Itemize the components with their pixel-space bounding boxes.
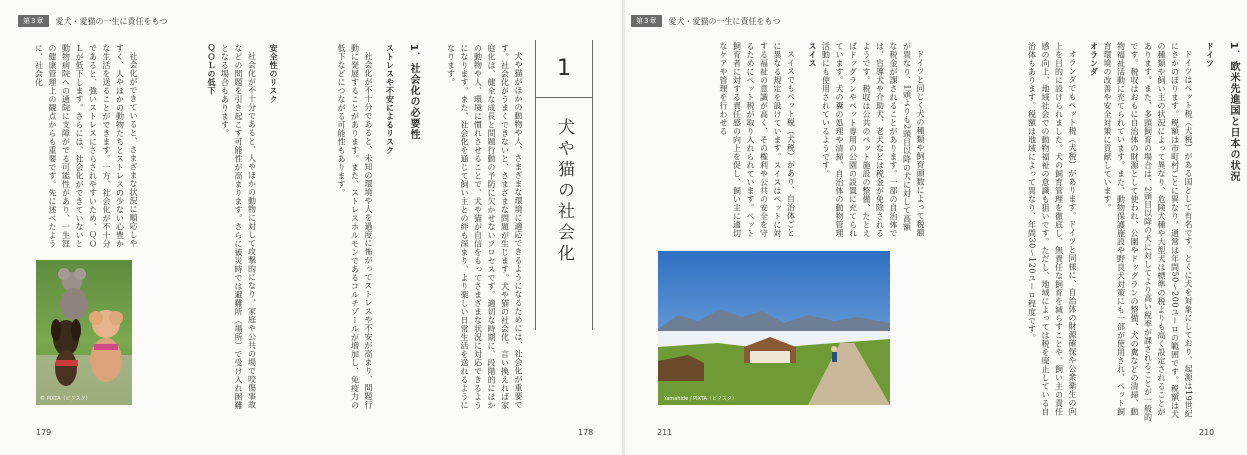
page-210-text — [955, 42, 1240, 422]
swiss-heading: スイス — [808, 42, 817, 68]
header-title: 愛犬・愛猫の一生に責任をもつ — [668, 16, 781, 26]
running-header — [18, 14, 167, 28]
page-number-right: 210 — [1199, 428, 1215, 437]
qol-paragraph: 社会化ができていると、さまざまな状況に順応しやすく、人やほかの動物たちとストレスの少ない心豊かな生活を送ることができます。一方、社会化が不十分であると、強いストレスにさらされやすいため、ＱＯＬが低下します。さらには、社会化ができていないと動物病院への通院に支障がでる可能性があり、一生涯の健康管理上の観点からも重要です。先に述べたように、社会化 — [34, 44, 138, 248]
safety-heading: 安全性のリスク — [269, 44, 278, 104]
page-number-right: 178 — [578, 428, 594, 437]
section-block-1 — [338, 44, 420, 414]
page-211-text — [655, 42, 927, 240]
page-number-left: 211 — [657, 428, 673, 437]
page-179-text-lower — [30, 44, 140, 249]
section-heading: 1．欧米先進国と日本の状況 — [1228, 42, 1239, 182]
header-title: 愛犬・愛猫の一生に責任をもつ — [55, 16, 168, 26]
qol-heading: ＱＯＬの低下 — [207, 44, 216, 95]
chapter-number: 1 — [536, 40, 592, 98]
right-spread — [625, 0, 1247, 455]
chapter-title: 犬や猫の社会化 — [554, 118, 574, 265]
dogs-photo — [36, 260, 132, 405]
page-179-text-upper — [148, 44, 280, 414]
safety-paragraph: 社会化が不十分であると、人やほかの動物に対して攻撃的になり、家庭や公共の場で咬傷事故などの問題を引き起こす可能性が高まります。さらに被災時では避難所（場所）で受け入れ困難となる場合もあります。 — [220, 44, 257, 410]
chapter-tag: 第3章 — [631, 15, 662, 27]
germany-paragraph-2: ドイツと同じく犬の種類や飼育頭数によって税額が異なり、1頭よりも2頭目以降の犬に対して高額な税金が課されることがあります。一部の自治体では、盲導犬や介助犬、老犬などは税金が免除されるようです。税収は公共のペット施設の整備、たとえばドッグランやペット専用の公園の設置に充てられています。犬の糞の処理や清掃、自治体の動物管理活動にも使用されているようです。 — [821, 42, 925, 238]
chapter-tag: 第3章 — [18, 15, 49, 27]
intro-paragraph: 犬や猫がほかの動物や人、さまざまな環境に適応できるようになるためには、社会化が重要です。社会化がうまくできないと、さまざまな問題が生じます。犬や猫の社会化、言い換えれば家庭化は、健全な成長と問題行動の予防に欠かせないプロセスです。適切な時期に、段階的にほかの動物や人、環境に慣れさせることで、犬や猫が自信をもってさまざまな状況に対応できるようになります。また、社会化を通じて飼い主との絆も深まり、より楽しい日常生活を送れるようになります。 — [446, 44, 523, 410]
landscape-photo — [658, 251, 890, 405]
running-header — [631, 14, 780, 28]
netherlands-heading: オランダ — [1089, 42, 1099, 76]
dogs-illustration — [36, 260, 132, 405]
left-spread — [0, 0, 622, 455]
stress-heading: ストレスや不安によるリスク — [385, 44, 395, 155]
stress-paragraph: 社会化が不十分であると、未知の環境や人を過度に怖がってストレスや不安が高まり、問題行動に発展することがあります。また、ストレスホルモンであるコルチゾールが増加し、免疫力の低下などにつながる可能性もあります。 — [337, 44, 373, 410]
page-number-left: 179 — [36, 428, 52, 437]
intro-text-block — [425, 44, 525, 414]
germany-heading: ドイツ — [1205, 42, 1215, 68]
germany-paragraph: ドイツはペット税（犬税）がある国として有名です。とくに犬を対象にしており、起源は19世紀にさかのぼります。税額は市町村ごとに異なり、通常は年間50〜200ユーロの範囲です。税額は犬の種類や飼い主の状況によって異なり、危険犬種や大型犬は標準の税よりも高く設定されることがあります。また、多頭飼育の場合は、2頭目以降の犬に対してより高い税率が課されることが一般的です。税収はおもに自治体の財源として使われ、公園やドッグランの整備、犬の糞などの清掃、動物福祉活動に充てられています。また、動物保護施設や野良犬対策にも一部が使用され、ペット飼育環境の改善や安全対策に貢献しています。 — [1103, 42, 1193, 422]
netherlands-paragraph: オランダでもペット税（犬税）があります。ドイツと同様に、自治体の財源確保や公衆衛生の向上を目的に設けられました。犬の飼育管理を徹底し、無責任な飼育を減らすことや、飼い主の責任感の向上、地域社会での動物福祉の意識も狙いです。ただし、地域によっては税を廃止している自治体もあります。税額は地域によって異なり、年間30〜120ユーロ程度です。 — [1027, 42, 1077, 416]
chapter-title-box — [535, 40, 593, 330]
photo-credit: Yamahide / PIXTA（ピクスタ） — [664, 396, 737, 402]
swiss-paragraph: スイスでもペット税（犬税）があり、自治体ごとに異なる規定を設けています。スイスはペットに対する福祉の意識が高く、その権利や公共の安全を守るためにペット税が取り入れられています。ペット飼育者に対する責任感の向上を促し、飼い主に適切なケアや管理を行わせる — [719, 42, 796, 238]
section-heading: 1．社会化の必要性 — [408, 44, 419, 140]
photo-credit: © PIXTA（ピクスタ） — [40, 396, 91, 402]
mountain-landscape-illustration — [658, 251, 890, 405]
